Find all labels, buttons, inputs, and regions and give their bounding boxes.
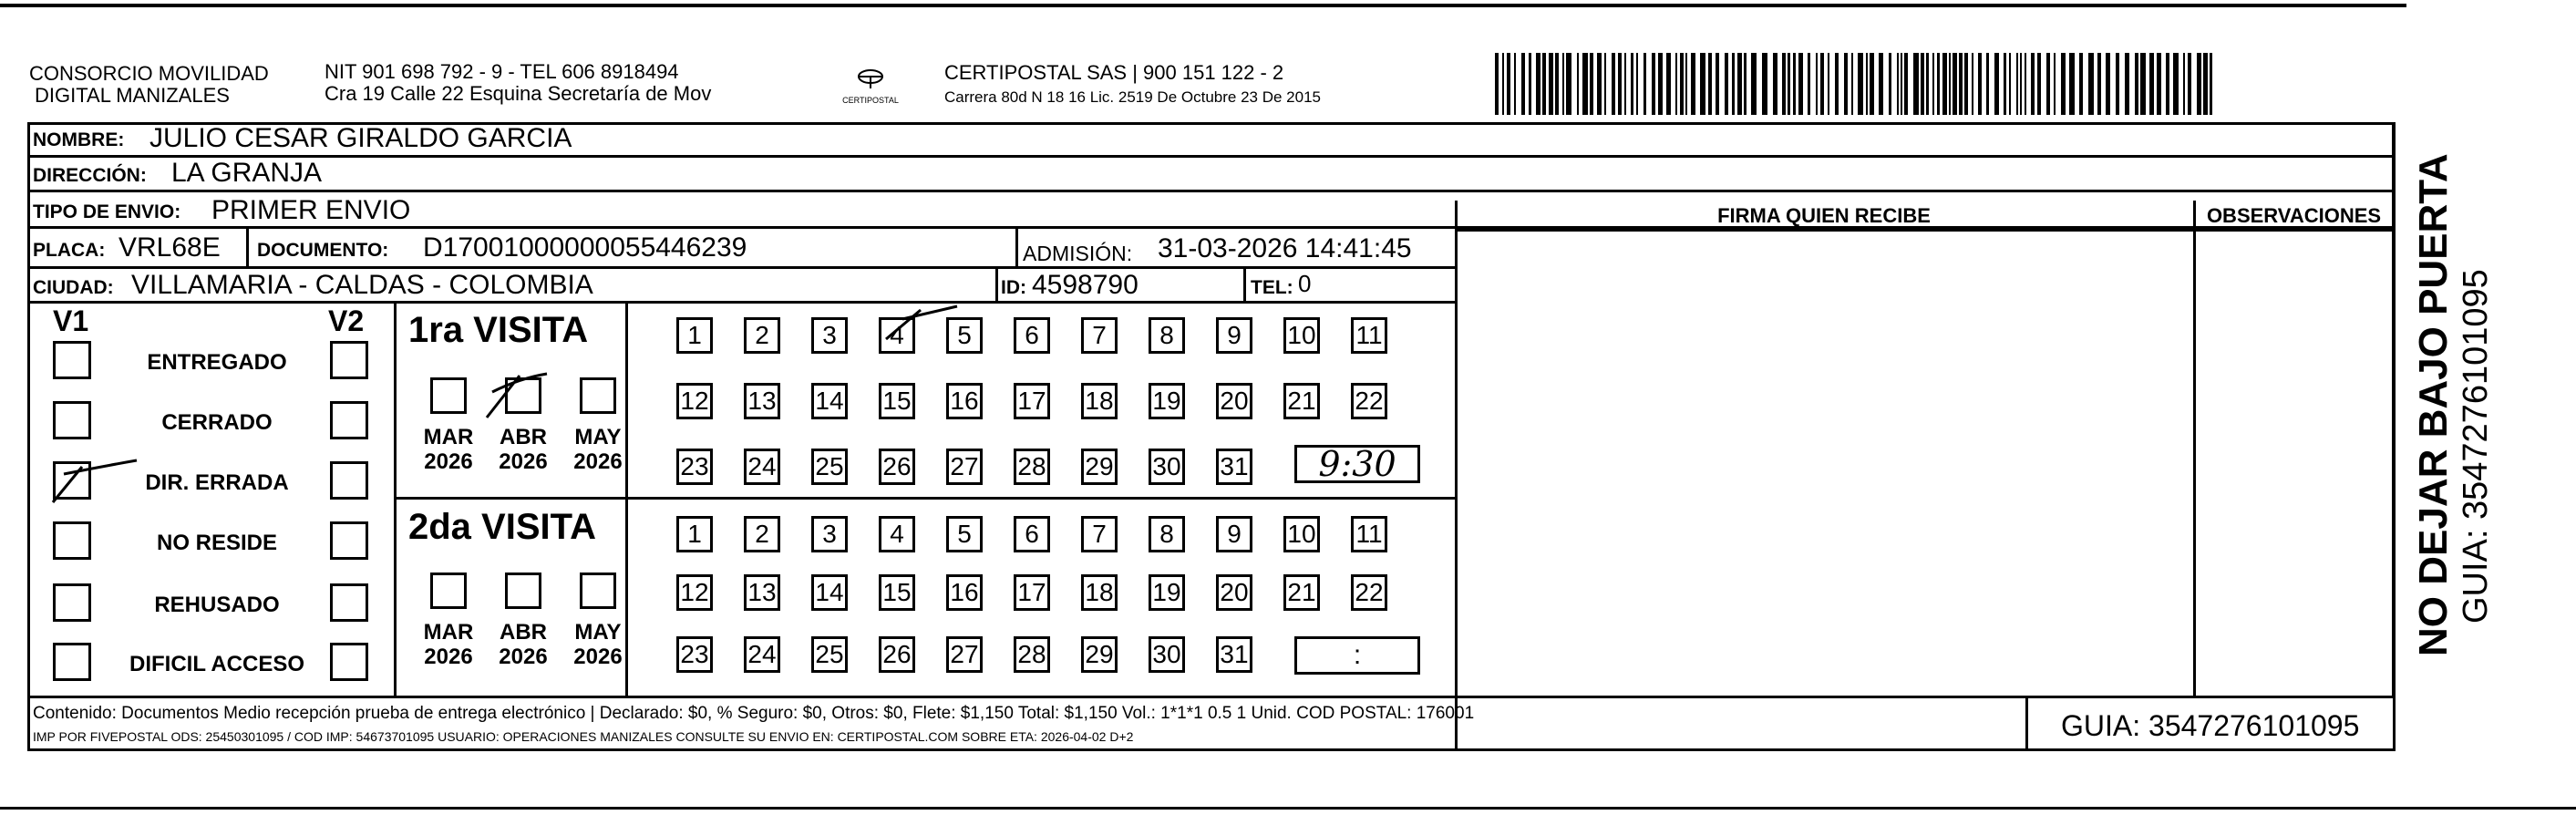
mark-abr — [487, 374, 547, 418]
row-tipo: TIPO DE ENVIO: PRIMER ENVIO — [27, 192, 2396, 229]
day-box[interactable]: 22 — [1351, 383, 1387, 419]
day-box[interactable]: 11 — [1351, 516, 1387, 552]
day-box[interactable]: 16 — [946, 574, 983, 611]
day-box[interactable]: 31 — [1216, 449, 1252, 485]
footer-guia: GUIA: 3547276101095 — [2061, 709, 2360, 742]
status-label: NO RESIDE — [156, 531, 278, 555]
month-label: MAR 2026 — [423, 425, 474, 474]
status-label: DIFICIL ACCESO — [129, 652, 304, 676]
day-box[interactable]: 9 — [1216, 317, 1252, 354]
day-box[interactable]: 25 — [811, 636, 848, 673]
day-box[interactable]: 18 — [1081, 574, 1118, 611]
day-box[interactable]: 22 — [1351, 574, 1387, 611]
documento-value: D17001000000055446239 — [423, 232, 747, 263]
day-box[interactable]: 17 — [1014, 574, 1050, 611]
row-nombre: NOMBRE: JULIO CESAR GIRALDO GARCIA — [27, 122, 2396, 158]
day-box[interactable]: 3 — [811, 516, 848, 552]
day-box[interactable]: 25 — [811, 449, 848, 485]
company-nit: NIT 901 698 792 - 9 - TEL 606 8918494 Cra 19 Calle 22 Esquina Secretaría de Mov — [325, 60, 712, 105]
day-box[interactable]: 8 — [1149, 317, 1185, 354]
day-box[interactable]: 21 — [1283, 574, 1320, 611]
day-box[interactable]: 13 — [744, 574, 780, 611]
day-box[interactable]: 2 — [744, 516, 780, 552]
day-box[interactable]: 23 — [676, 449, 713, 485]
placa-value: VRL68E — [118, 232, 221, 263]
mark-dir-errada — [53, 460, 137, 502]
day-box[interactable]: 26 — [879, 636, 915, 673]
month-label: MAY 2026 — [573, 425, 623, 474]
day-box[interactable]: 10 — [1283, 516, 1320, 552]
footer-guia-box — [2025, 698, 2396, 751]
v1-label: V1 — [53, 304, 89, 337]
status-label: CERRADO — [161, 410, 273, 435]
admision-value: 31-03-2026 14:41:45 — [1158, 233, 1412, 263]
day-box[interactable]: 4 — [879, 317, 915, 354]
id-value: 4598790 — [1032, 270, 1139, 300]
day-box[interactable]: 16 — [946, 383, 983, 419]
row-placa: PLACA: VRL68E DOCUMENTO: D17001000000055446239 ADMISIÓN: 31-03-2026 14:41:45 — [27, 229, 1458, 269]
day-box[interactable]: 26 — [879, 449, 915, 485]
day-box[interactable]: 4 — [879, 516, 915, 552]
day-box[interactable]: 28 — [1014, 636, 1050, 673]
mark-day-4 — [886, 306, 957, 339]
day-box[interactable]: 19 — [1149, 383, 1185, 419]
day-box[interactable]: 24 — [744, 449, 780, 485]
footer-line1: Contenido: Documentos Medio recepción prueba de entrega electrónico | Declarado: $0, % Seguro: $0, Otros: $0, Flete: $1,150 Total: $1,150 Vol.: 1*1*1 0.5 1 Unid. COD POSTAL: 176001 — [33, 704, 1475, 723]
day-box[interactable]: 20 — [1216, 574, 1252, 611]
day-box[interactable]: 2 — [744, 317, 780, 354]
tipo-value: PRIMER ENVIO — [211, 195, 411, 225]
row-direccion: DIRECCIÓN: LA GRANJA — [27, 158, 2396, 192]
month-label: ABR 2026 — [499, 620, 548, 669]
day-box[interactable]: 28 — [1014, 449, 1050, 485]
day-box[interactable]: 9 — [1216, 516, 1252, 552]
day-box[interactable]: 23 — [676, 636, 713, 673]
day-box[interactable]: 7 — [1081, 317, 1118, 354]
nombre-value: JULIO CESAR GIRALDO GARCIA — [149, 123, 572, 153]
day-box[interactable]: 15 — [879, 574, 915, 611]
day-box[interactable]: 12 — [676, 383, 713, 419]
day-box[interactable]: 27 — [946, 636, 983, 673]
status-label: DIR. ERRADA — [145, 470, 289, 495]
day-box[interactable]: 1 — [676, 317, 713, 354]
month-label: ABR 2026 — [499, 425, 548, 474]
day-box[interactable]: 11 — [1351, 317, 1387, 354]
day-box[interactable]: 30 — [1149, 636, 1185, 673]
day-box[interactable]: 30 — [1149, 449, 1185, 485]
day-box[interactable]: 15 — [879, 383, 915, 419]
day-box[interactable]: 14 — [811, 383, 848, 419]
day-box[interactable]: 29 — [1081, 449, 1118, 485]
day-box[interactable]: 31 — [1216, 636, 1252, 673]
day-box[interactable]: 12 — [676, 574, 713, 611]
firma-label: FIRMA QUIEN RECIBE — [1717, 204, 1931, 227]
tel-value: 0 — [1298, 270, 1312, 297]
day-box[interactable]: 14 — [811, 574, 848, 611]
visit2-time-box: : — [1294, 636, 1420, 675]
day-box[interactable]: 7 — [1081, 516, 1118, 552]
row-ciudad: CIUDAD: VILLAMARIA - CALDAS - COLOMBIA ID: 4598790 TEL: 0 — [27, 269, 1458, 304]
day-box[interactable]: 10 — [1283, 317, 1320, 354]
side-title: NO DEJAR BAJO PUERTA — [2411, 153, 2456, 656]
observaciones-label: OBSERVACIONES — [2206, 204, 2382, 227]
side-guia: GUIA: 3547276101095 — [2457, 269, 2495, 624]
day-box[interactable]: 6 — [1014, 317, 1050, 354]
visit1-title: 1ra VISITA — [408, 310, 589, 350]
day-box[interactable]: 13 — [744, 383, 780, 419]
day-box[interactable]: 3 — [811, 317, 848, 354]
day-box[interactable]: 20 — [1216, 383, 1252, 419]
company-name: CONSORCIO MOVILIDAD DIGITAL MANIZALES — [29, 62, 269, 107]
visit2-title: 2da VISITA — [408, 507, 596, 547]
day-box[interactable]: 27 — [946, 449, 983, 485]
day-box[interactable]: 6 — [1014, 516, 1050, 552]
day-box[interactable]: 5 — [946, 516, 983, 552]
day-box[interactable]: 19 — [1149, 574, 1185, 611]
day-box[interactable]: 21 — [1283, 383, 1320, 419]
day-box[interactable]: 18 — [1081, 383, 1118, 419]
month-label: MAY 2026 — [573, 620, 623, 669]
status-label: REHUSADO — [154, 593, 280, 617]
status-label: ENTREGADO — [147, 350, 287, 375]
day-box[interactable]: 1 — [676, 516, 713, 552]
side-text — [2411, 91, 2511, 656]
day-box[interactable]: 24 — [744, 636, 780, 673]
certipostal-logo: CERTIPOSTAL — [829, 66, 912, 105]
direccion-value: LA GRANJA — [171, 158, 323, 188]
month-label: MAR 2026 — [423, 620, 474, 669]
footer-line2: IMP POR FIVEPOSTAL ODS: 25450301095 / COD IMP: 54673701095 USUARIO: OPERACIONES MANIZALES CONSULTE SU ENVIO EN: CERTIPOSTAL.COM SOBRE ETA: 2026-04-02 D+2 — [33, 729, 1134, 744]
visit1-time-box: 9:30 — [1294, 445, 1420, 483]
ciudad-value: VILLAMARIA - CALDAS - COLOMBIA — [131, 270, 593, 300]
carrier-info: CERTIPOSTAL SAS | 900 151 122 - 2 Carrera 80d N 18 16 Lic. 2519 De Octubre 23 De 2015 — [944, 61, 1321, 106]
day-box[interactable]: 17 — [1014, 383, 1050, 419]
v2-label: V2 — [328, 304, 365, 337]
day-box[interactable]: 5 — [946, 317, 983, 354]
day-box[interactable]: 8 — [1149, 516, 1185, 552]
day-box[interactable]: 29 — [1081, 636, 1118, 673]
